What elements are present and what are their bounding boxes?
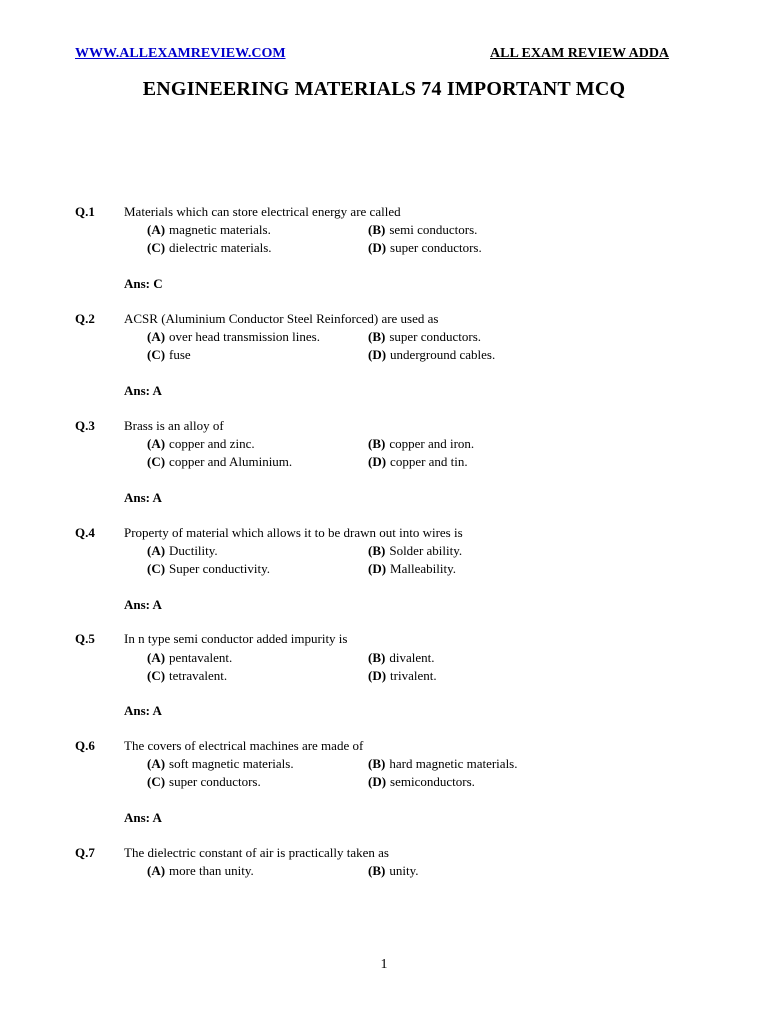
option-c: (C) Super conductivity. <box>147 561 271 576</box>
option-d: (D) super conductors. <box>368 240 482 255</box>
option-b: (B) unity. <box>368 863 419 878</box>
option-b: (B) Solder ability. <box>368 543 463 558</box>
option-b: (B) divalent. <box>368 650 435 665</box>
option-a: (A) Ductility. <box>147 543 218 558</box>
option-c: (C) super conductors. <box>147 774 261 789</box>
question-text: Materials which can store electrical energy are called <box>124 204 401 219</box>
option-a: (A) more than unity. <box>147 863 254 878</box>
option-d: (D) Malleability. <box>368 561 456 576</box>
option-b: (B) hard magnetic materials. <box>368 756 518 771</box>
option-c: (C) dielectric materials. <box>147 240 272 255</box>
page-title: ENGINEERING MATERIALS 74 IMPORTANT MCQ <box>142 78 626 100</box>
question-number: Q.6 <box>75 738 95 753</box>
answer: Ans: A <box>124 703 162 718</box>
option-a: (A) copper and zinc. <box>147 436 255 451</box>
option-d: (D) semiconductors. <box>368 774 475 789</box>
answer: Ans: A <box>124 597 162 612</box>
website-link[interactable]: WWW.ALLEXAMREVIEW.COM <box>75 46 286 61</box>
question-number: Q.7 <box>75 845 95 860</box>
answer: Ans: C <box>124 276 163 291</box>
question-text: The dielectric constant of air is practically taken as <box>124 845 389 860</box>
question-number: Q.5 <box>75 631 95 646</box>
page-number: 1 <box>380 957 388 972</box>
header-title: ALL EXAM REVIEW ADDA <box>490 46 670 61</box>
option-d: (D) trivalent. <box>368 668 437 683</box>
question-text: In n type semi conductor added impurity is <box>124 631 348 646</box>
question-text: ACSR (Aluminium Conductor Steel Reinforced) are used as <box>124 311 439 326</box>
option-c: (C) tetravalent. <box>147 668 228 683</box>
question-text: Property of material which allows it to be drawn out into wires is <box>124 525 463 540</box>
option-a: (A) magnetic materials. <box>147 222 271 237</box>
question-text: The covers of electrical machines are made of <box>124 738 364 753</box>
question-text: Brass is an alloy of <box>124 418 224 433</box>
answer: Ans: A <box>124 490 162 505</box>
option-d: (D) copper and tin. <box>368 454 468 469</box>
question-number: Q.2 <box>75 311 95 326</box>
question-number: Q.3 <box>75 418 95 433</box>
option-c: (C) fuse <box>147 347 191 362</box>
option-d: (D) underground cables. <box>368 347 496 362</box>
option-c: (C) copper and Aluminium. <box>147 454 293 469</box>
answer: Ans: A <box>124 810 162 825</box>
option-a: (A) over head transmission lines. <box>147 329 320 344</box>
option-b: (B) copper and iron. <box>368 436 475 451</box>
option-b: (B) super conductors. <box>368 329 482 344</box>
option-a: (A) soft magnetic materials. <box>147 756 294 771</box>
option-a: (A) pentavalent. <box>147 650 233 665</box>
question-number: Q.4 <box>75 525 95 540</box>
answer: Ans: A <box>124 383 162 398</box>
option-b: (B) semi conductors. <box>368 222 478 237</box>
question-number: Q.1 <box>75 204 95 219</box>
